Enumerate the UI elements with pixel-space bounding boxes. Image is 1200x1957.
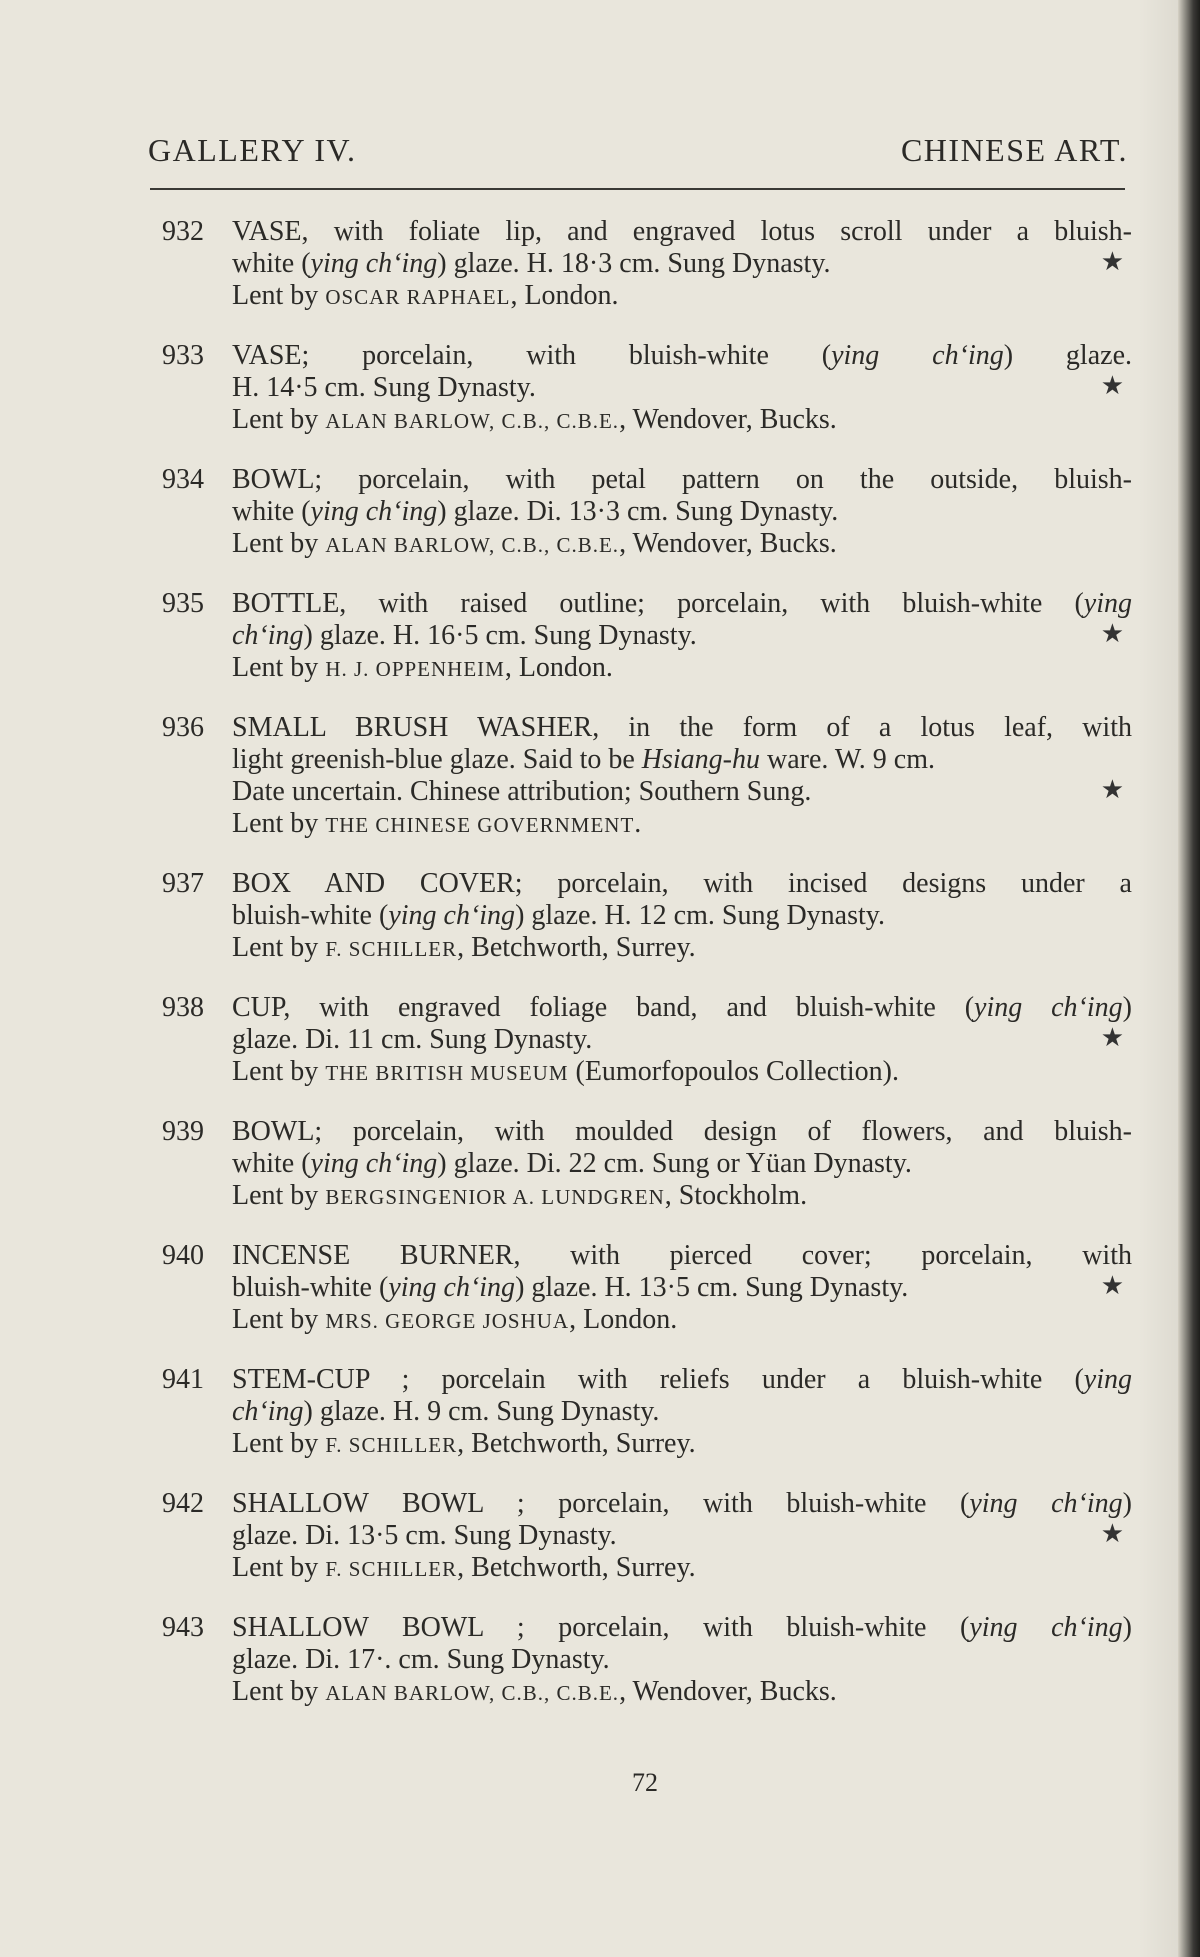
- description-line: [232, 1396, 1132, 1428]
- text-run: ) glaze. H. 13·5 cm. Sung Dynasty.: [515, 1272, 909, 1303]
- star-icon: ★: [1100, 1023, 1124, 1052]
- entry-number: 936: [162, 712, 204, 743]
- text-run: Lent by: [232, 808, 326, 839]
- text-run: .: [634, 808, 642, 839]
- lender-line: [232, 652, 1132, 685]
- text-run: VASE; porcelain, with bluish-white (: [232, 340, 832, 371]
- italic-term: ch‘ing: [232, 620, 304, 651]
- catalogue-entry: [162, 1612, 1132, 1709]
- text-run: , Stockholm.: [664, 1180, 808, 1211]
- text-run: bluish-white (: [232, 1272, 389, 1303]
- lender-name: ALAN BARLOW, C.B., C.B.E.: [325, 533, 620, 557]
- italic-term: ying ch‘ing: [310, 496, 438, 527]
- description-line: [232, 900, 1132, 932]
- text-run: ) glaze.: [1003, 340, 1132, 371]
- text-run: , London.: [504, 652, 613, 683]
- catalogue-entry: [162, 1116, 1132, 1213]
- italic-term: ying: [1083, 588, 1132, 619]
- text-run: ) glaze. H. 18·3 cm. Sung Dynasty.: [437, 248, 831, 279]
- catalogue-entry: [162, 216, 1132, 313]
- entry-number: 935: [162, 588, 204, 619]
- entry-number: 938: [162, 992, 204, 1023]
- lender-name: ALAN BARLOW, C.B., C.B.E.: [325, 409, 620, 433]
- text-run: , Wendover, Bucks.: [619, 1676, 837, 1707]
- star-icon: ★: [1100, 1519, 1124, 1548]
- lender-name: THE BRITISH MUSEUM: [325, 1061, 569, 1085]
- catalogue-entry: [162, 588, 1132, 685]
- lender-line: [232, 932, 1132, 965]
- lender-line: [232, 1180, 1132, 1213]
- page-number: 72: [632, 1768, 658, 1797]
- description-line: [232, 1520, 1132, 1552]
- lender-line: [232, 280, 1132, 313]
- catalogue-entry: [162, 868, 1132, 965]
- text-run: Lent by: [232, 1676, 326, 1707]
- text-run: Lent by: [232, 1056, 326, 1087]
- description-line: [232, 1364, 1132, 1396]
- text-run: ): [1122, 992, 1132, 1023]
- description-line: [232, 464, 1132, 496]
- italic-term: ch‘ing: [232, 1396, 304, 1427]
- text-run: Lent by: [232, 404, 326, 435]
- italic-term: ying ch‘ing: [388, 900, 516, 931]
- catalogue-entry: [162, 464, 1132, 561]
- lender-name: BERGSINGENIOR A. LUNDGREN: [325, 1185, 665, 1209]
- description-line: [232, 1148, 1132, 1180]
- text-run: Lent by: [232, 528, 326, 559]
- text-run: white (: [232, 1148, 311, 1179]
- entry-number: 942: [162, 1488, 204, 1519]
- text-run: Lent by: [232, 1304, 326, 1335]
- description-line: [232, 744, 1132, 776]
- italic-term: ying ch‘ing: [388, 1272, 516, 1303]
- text-run: ) glaze. Di. 22 cm. Sung or Yüan Dynasty.: [437, 1148, 912, 1179]
- text-run: Lent by: [232, 1552, 326, 1583]
- text-run: H. 14·5 cm. Sung Dynasty.: [232, 372, 536, 403]
- text-run: , London.: [569, 1304, 678, 1335]
- page-shade: [1138, 0, 1178, 1957]
- text-run: bluish-white (: [232, 900, 389, 931]
- lender-line: [232, 1304, 1132, 1337]
- description-line: [232, 372, 1132, 404]
- text-run: ) glaze. H. 12 cm. Sung Dynasty.: [515, 900, 885, 931]
- star-icon: ★: [1100, 1271, 1124, 1300]
- text-run: (Eumorfopoulos Collection).: [568, 1056, 900, 1087]
- italic-term: ying ch‘ing: [974, 992, 1123, 1023]
- description-line: [232, 340, 1132, 372]
- text-run: BOWL; porcelain, with petal pattern on the outside, bluish-: [232, 464, 1132, 495]
- lender-line: [232, 528, 1132, 561]
- text-run: BOWL; porcelain, with moulded design of flowers, and bluish-: [232, 1116, 1132, 1147]
- text-run: BOX AND COVER; porcelain, with incised designs under a: [232, 868, 1132, 899]
- text-run: , Betchworth, Surrey.: [457, 932, 696, 963]
- description-line: [232, 620, 1132, 652]
- text-run: ): [1122, 1488, 1132, 1519]
- lender-line: [232, 1056, 1132, 1089]
- text-run: SHALLOW BOWL ; porcelain, with bluish-white (: [232, 1488, 970, 1519]
- entry-number: 943: [162, 1612, 204, 1643]
- italic-term: ying ch‘ing: [969, 1612, 1123, 1643]
- text-run: glaze. Di. 17·. cm. Sung Dynasty.: [232, 1644, 610, 1675]
- italic-term: ying ch‘ing: [831, 340, 1004, 371]
- running-header: [148, 132, 1128, 178]
- catalogue-entry: [162, 340, 1132, 437]
- entry-number: 941: [162, 1364, 204, 1395]
- description-line: [232, 1488, 1132, 1520]
- text-run: CUP, with engraved foliage band, and bluish-white (: [232, 992, 975, 1023]
- text-run: Lent by: [232, 932, 326, 963]
- description-line: [232, 776, 1132, 808]
- entry-number: 939: [162, 1116, 204, 1147]
- lender-name: MRS. GEORGE JOSHUA: [325, 1309, 570, 1333]
- header-rule: [150, 188, 1125, 190]
- italic-term: ying ch‘ing: [310, 248, 438, 279]
- star-icon: ★: [1100, 775, 1124, 804]
- description-line: [232, 496, 1132, 528]
- text-run: Lent by: [232, 652, 326, 683]
- text-run: Lent by: [232, 1180, 326, 1211]
- header-gallery: GALLERY IV.: [148, 132, 357, 168]
- star-icon: ★: [1100, 371, 1124, 400]
- italic-term: ying ch‘ing: [969, 1488, 1123, 1519]
- text-run: , Betchworth, Surrey.: [457, 1552, 696, 1583]
- catalogue-entry: [162, 1488, 1132, 1585]
- catalogue-entry: [162, 1364, 1132, 1461]
- catalogue-entry: [162, 712, 1132, 841]
- text-run: white (: [232, 496, 311, 527]
- text-run: SHALLOW BOWL ; porcelain, with bluish-white (: [232, 1612, 970, 1643]
- italic-term: ying: [1083, 1364, 1132, 1395]
- text-run: STEM-CUP ; porcelain with reliefs under a bluish-white (: [232, 1364, 1084, 1395]
- text-run: glaze. Di. 13·5 cm. Sung Dynasty.: [232, 1520, 617, 1551]
- description-line: [232, 992, 1132, 1024]
- text-run: ) glaze. Di. 13·3 cm. Sung Dynasty.: [437, 496, 839, 527]
- text-run: , London.: [510, 280, 619, 311]
- text-run: ) glaze. H. 9 cm. Sung Dynasty.: [303, 1396, 660, 1427]
- text-run: , Wendover, Bucks.: [619, 528, 837, 559]
- text-run: ) glaze. H. 16·5 cm. Sung Dynasty.: [303, 620, 697, 651]
- description-line: [232, 1024, 1132, 1056]
- description-line: [232, 868, 1132, 900]
- text-run: INCENSE BURNER, with pierced cover; porcelain, with: [232, 1240, 1132, 1271]
- text-run: ): [1122, 1612, 1132, 1643]
- lender-name: F. SCHILLER: [325, 1557, 458, 1581]
- text-run: Lent by: [232, 280, 326, 311]
- text-run: VASE, with foliate lip, and engraved lotus scroll under a bluish-: [232, 216, 1132, 247]
- entry-number: 933: [162, 340, 204, 371]
- text-run: BOTTLE, with raised outline; porcelain, with bluish-white (: [232, 588, 1084, 619]
- description-line: [232, 216, 1132, 248]
- text-run: , Wendover, Bucks.: [619, 404, 837, 435]
- text-run: , Betchworth, Surrey.: [457, 1428, 696, 1459]
- entry-number: 940: [162, 1240, 204, 1271]
- header-section: CHINESE ART.: [900, 132, 1128, 168]
- text-run: white (: [232, 248, 311, 279]
- text-run: Lent by: [232, 1428, 326, 1459]
- entry-number: 932: [162, 216, 204, 247]
- lender-name: H. J. OPPENHEIM: [325, 657, 505, 681]
- description-line: [232, 1116, 1132, 1148]
- description-line: [232, 248, 1132, 280]
- catalogue-entry: [162, 992, 1132, 1089]
- italic-term: Hsiang-hu: [641, 744, 761, 775]
- entry-number: 934: [162, 464, 204, 495]
- text-run: glaze. Di. 11 cm. Sung Dynasty.: [232, 1024, 593, 1055]
- text-run: Date uncertain. Chinese attribution; Southern Sung.: [232, 776, 812, 807]
- text-run: SMALL BRUSH WASHER, in the form of a lotus leaf, with: [232, 712, 1132, 743]
- star-icon: ★: [1100, 247, 1124, 276]
- description-line: [232, 588, 1132, 620]
- lender-line: [232, 1428, 1132, 1461]
- lender-name: F. SCHILLER: [325, 937, 458, 961]
- catalogue-entries: [162, 216, 1132, 1736]
- lender-line: [232, 1676, 1132, 1709]
- catalogue-entry: [162, 1240, 1132, 1337]
- lender-name: THE CHINESE GOVERNMENT: [325, 813, 635, 837]
- description-line: [232, 1272, 1132, 1304]
- lender-name: ALAN BARLOW, C.B., C.B.E.: [325, 1681, 620, 1705]
- lender-name: OSCAR RAPHAEL: [325, 285, 511, 309]
- page-edge: [1178, 0, 1200, 1957]
- description-line: [232, 1240, 1132, 1272]
- italic-term: ying ch‘ing: [310, 1148, 438, 1179]
- lender-line: [232, 1552, 1132, 1585]
- description-line: [232, 1612, 1132, 1644]
- text-run: ware. W. 9 cm.: [760, 744, 935, 775]
- lender-name: F. SCHILLER: [325, 1433, 458, 1457]
- star-icon: ★: [1100, 619, 1124, 648]
- description-line: [232, 712, 1132, 744]
- text-run: light greenish-blue glaze. Said to be: [232, 744, 642, 775]
- entry-number: 937: [162, 868, 204, 899]
- lender-line: [232, 808, 1132, 841]
- lender-line: [232, 404, 1132, 437]
- description-line: [232, 1644, 1132, 1676]
